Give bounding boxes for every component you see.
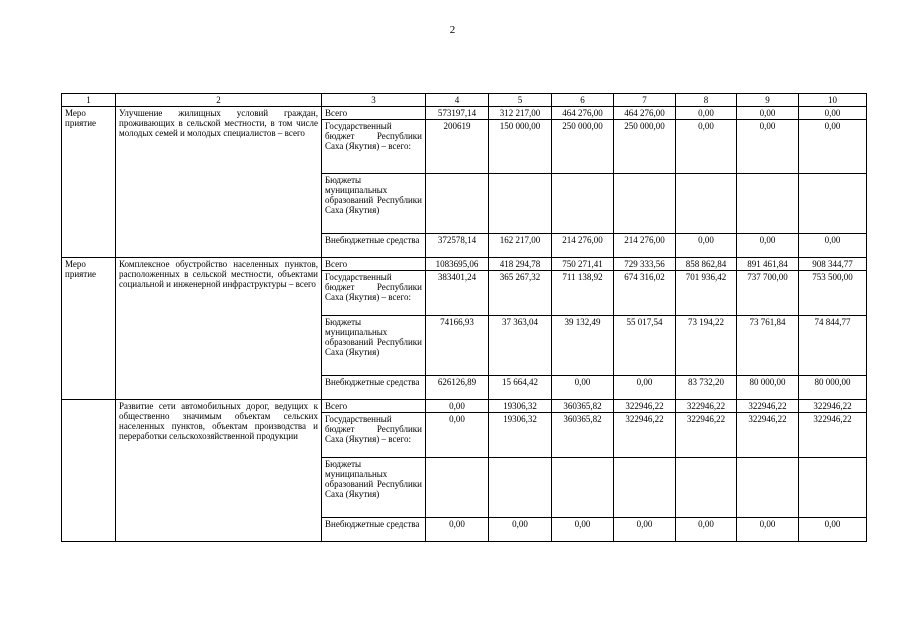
funding-source: Государственный бюджет Республики Саха (Якутия) – всего: xyxy=(322,120,426,174)
table-row xyxy=(62,107,867,120)
value-cell: 74166,93 xyxy=(426,316,489,376)
value-cell: 322946,22 xyxy=(737,413,799,458)
value-cell: 0,00 xyxy=(426,400,489,413)
value-cell: 200619 xyxy=(426,120,489,174)
value-cell xyxy=(799,458,867,518)
value-cell: 0,00 xyxy=(489,518,552,542)
value-cell: 464 276,00 xyxy=(552,107,614,120)
value-cell: 891 461,84 xyxy=(737,258,799,271)
value-cell: 0,00 xyxy=(552,376,614,400)
value-cell: 0,00 xyxy=(676,234,737,258)
funding-source: Бюджеты муниципальных образований Республики Саха (Якутия) xyxy=(322,174,426,234)
column-number: 10 xyxy=(799,94,867,107)
value-cell: 214 276,00 xyxy=(552,234,614,258)
value-cell: 0,00 xyxy=(737,234,799,258)
value-cell: 322946,22 xyxy=(799,413,867,458)
value-cell: 0,00 xyxy=(676,120,737,174)
value-cell: 73 194,22 xyxy=(676,316,737,376)
value-cell xyxy=(676,458,737,518)
activity-title: Улучшение жилищных условий граждан, проживающих в сельской местности, в том числе молодых семей и молодых специалистов – всего xyxy=(116,107,322,258)
value-cell xyxy=(426,458,489,518)
activity-title: Развитие сети автомобильных дорог, ведущих к общественно значимым объектам сельских населенных пунктов, объектам производства и переработки сельскохозяйственной продукции xyxy=(116,400,322,542)
column-number: 8 xyxy=(676,94,737,107)
value-cell: 15 664,42 xyxy=(489,376,552,400)
value-cell: 0,00 xyxy=(676,518,737,542)
value-cell: 214 276,00 xyxy=(614,234,676,258)
value-cell: 0,00 xyxy=(614,376,676,400)
value-cell: 0,00 xyxy=(737,107,799,120)
value-cell: 711 138,92 xyxy=(552,271,614,316)
value-cell: 0,00 xyxy=(552,518,614,542)
value-cell: 150 000,00 xyxy=(489,120,552,174)
value-cell: 383401,24 xyxy=(426,271,489,316)
value-cell: 322946,22 xyxy=(614,400,676,413)
value-cell xyxy=(799,174,867,234)
value-cell: 674 316,02 xyxy=(614,271,676,316)
value-cell: 737 700,00 xyxy=(737,271,799,316)
value-cell: 0,00 xyxy=(737,518,799,542)
value-cell: 418 294,78 xyxy=(489,258,552,271)
table-row xyxy=(62,400,867,413)
value-cell: 74 844,77 xyxy=(799,316,867,376)
column-number: 3 xyxy=(322,94,426,107)
value-cell xyxy=(489,174,552,234)
funding-source: Всего xyxy=(322,258,426,271)
value-cell: 0,00 xyxy=(799,234,867,258)
value-cell: 0,00 xyxy=(799,518,867,542)
value-cell xyxy=(614,174,676,234)
activity-type: Меро приятие xyxy=(62,107,116,258)
value-cell: 19306,32 xyxy=(489,400,552,413)
value-cell: 729 333,56 xyxy=(614,258,676,271)
value-cell: 322946,22 xyxy=(614,413,676,458)
value-cell: 250 000,00 xyxy=(552,120,614,174)
value-cell: 908 344,77 xyxy=(799,258,867,271)
activity-title: Комплексное обустройство населенных пунктов, расположенных в сельской местности, объектами социальной и инженерной инфраструктуры – всего xyxy=(116,258,322,400)
column-number: 7 xyxy=(614,94,676,107)
funding-source: Всего xyxy=(322,400,426,413)
value-cell xyxy=(737,174,799,234)
value-cell: 858 862,84 xyxy=(676,258,737,271)
value-cell: 0,00 xyxy=(799,107,867,120)
funding-source: Внебюджетные средства xyxy=(322,376,426,400)
value-cell: 19306,32 xyxy=(489,413,552,458)
value-cell: 360365,82 xyxy=(552,400,614,413)
funding-source: Бюджеты муниципальных образований Республики Саха (Якутия) xyxy=(322,458,426,518)
value-cell xyxy=(676,174,737,234)
budget-table xyxy=(61,93,867,542)
value-cell: 701 936,42 xyxy=(676,271,737,316)
value-cell: 73 761,84 xyxy=(737,316,799,376)
value-cell: 626126,89 xyxy=(426,376,489,400)
column-number: 9 xyxy=(737,94,799,107)
value-cell xyxy=(552,458,614,518)
column-number: 1 xyxy=(62,94,116,107)
value-cell: 55 017,54 xyxy=(614,316,676,376)
value-cell: 1083695,06 xyxy=(426,258,489,271)
column-number: 4 xyxy=(426,94,489,107)
value-cell xyxy=(489,458,552,518)
value-cell: 322946,22 xyxy=(799,400,867,413)
value-cell: 83 732,20 xyxy=(676,376,737,400)
value-cell: 573197,14 xyxy=(426,107,489,120)
value-cell xyxy=(426,174,489,234)
column-number: 6 xyxy=(552,94,614,107)
value-cell: 80 000,00 xyxy=(799,376,867,400)
value-cell: 365 267,32 xyxy=(489,271,552,316)
value-cell: 39 132,49 xyxy=(552,316,614,376)
funding-source: Государственный бюджет Республики Саха (Якутия) – всего: xyxy=(322,413,426,458)
funding-source: Бюджеты муниципальных образований Республики Саха (Якутия) xyxy=(322,316,426,376)
funding-source: Внебюджетные средства xyxy=(322,518,426,542)
funding-source: Внебюджетные средства xyxy=(322,234,426,258)
value-cell: 750 271,41 xyxy=(552,258,614,271)
value-cell: 0,00 xyxy=(799,120,867,174)
column-number: 2 xyxy=(116,94,322,107)
value-cell: 322946,22 xyxy=(676,413,737,458)
value-cell: 312 217,00 xyxy=(489,107,552,120)
value-cell: 360365,82 xyxy=(552,413,614,458)
value-cell: 37 363,04 xyxy=(489,316,552,376)
value-cell: 0,00 xyxy=(426,518,489,542)
value-cell: 322946,22 xyxy=(676,400,737,413)
value-cell: 753 500,00 xyxy=(799,271,867,316)
value-cell: 0,00 xyxy=(614,518,676,542)
activity-type: Меро приятие xyxy=(62,258,116,400)
value-cell xyxy=(614,458,676,518)
value-cell xyxy=(552,174,614,234)
value-cell: 250 000,00 xyxy=(614,120,676,174)
page-number: 2 xyxy=(449,24,456,36)
value-cell: 372578,14 xyxy=(426,234,489,258)
header-row xyxy=(62,94,867,107)
value-cell xyxy=(737,458,799,518)
value-cell: 322946,22 xyxy=(737,400,799,413)
value-cell: 0,00 xyxy=(737,120,799,174)
value-cell: 80 000,00 xyxy=(737,376,799,400)
funding-source: Государственный бюджет Республики Саха (Якутия) – всего: xyxy=(322,271,426,316)
activity-type xyxy=(62,400,116,542)
table-row xyxy=(62,258,867,271)
value-cell: 0,00 xyxy=(426,413,489,458)
funding-source: Всего xyxy=(322,107,426,120)
column-number: 5 xyxy=(489,94,552,107)
value-cell: 464 276,00 xyxy=(614,107,676,120)
value-cell: 0,00 xyxy=(676,107,737,120)
value-cell: 162 217,00 xyxy=(489,234,552,258)
